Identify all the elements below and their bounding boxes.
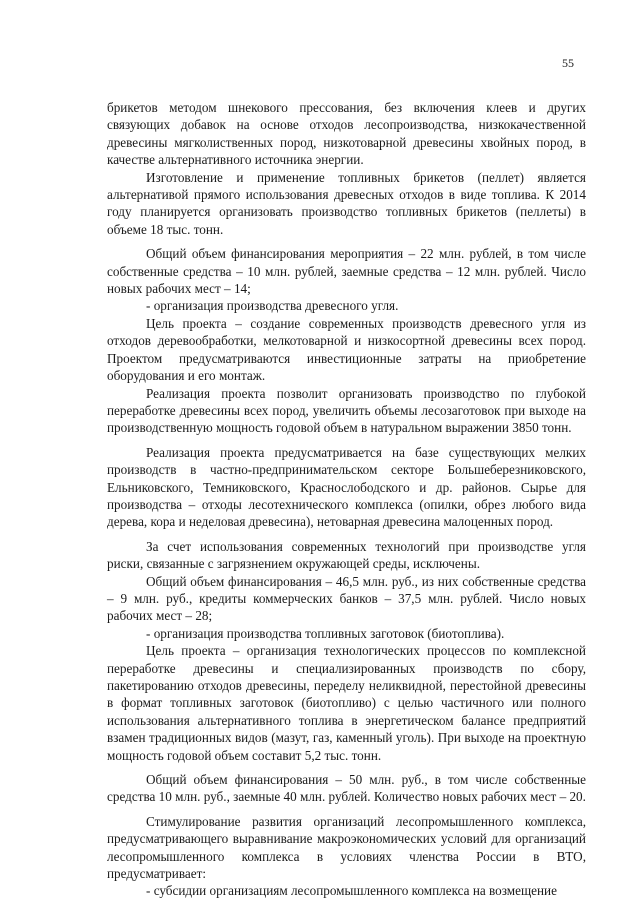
paragraph-stimulation: Стимулирование развития организаций лесопромышленного комплекса, предусматривающего выравнивание макроэкономических условий для организаций лесопромышленного комплекса в условиях членства России в ВТО, предусматривает:: [107, 813, 586, 882]
paragraph-charcoal-risks: За счет использования современных технологий при производстве угля риски, связанные с загрязнением окружающей среды, исключены.: [107, 538, 586, 572]
paragraph-charcoal-goal: Цель проекта – создание современных производств древесного угля из отходов деревообработки, мелкотоварной и низкосортной древесины всех пород. Проектом предусматриваются инвестиционные затраты на приобретение оборудования и его монтаж.: [107, 315, 586, 384]
paragraph-briquettes-end: брикетов методом шнекового прессования, без включения клеев и других связующих добавок на основе отходов лесопроизводства, низкокачественной древесины мягколиственных пород, низкотоварной древесины хвойных пород, в качестве альтернативного источника энергии.: [107, 100, 586, 168]
page-number: 55: [562, 56, 574, 70]
paragraph-pellets: Изготовление и применение топливных брикетов (пеллет) является альтернативой прямого использования древесных отходов в виде топлива. К 2014 году планируется организовать производство топливных брикетов (пеллеты) в объеме 18 тыс. тонн.: [107, 169, 586, 237]
list-item-subsidies: - субсидии организациям лесопромышленного комплекса на возмещение: [146, 883, 557, 899]
paragraph-charcoal-result: Реализация проекта позволит организовать производство по глубокой переработке древесины всех пород, увеличить объемы лесозаготовок при выходе на производственную мощность годовой объем в натуральном выражении 3850 тонн.: [107, 385, 586, 436]
paragraph-pellets-financing: Общий объем финансирования мероприятия – 22 млн. рублей, в том числе собственные средства – 10 млн. рублей, заемные средства – 12 млн. рублей. Число новых рабочих мест – 14;: [107, 246, 586, 297]
paragraph-biofuel-financing: Общий объем финансирования – 50 млн. руб., в том числе собственные средства 10 млн. руб., заемные 40 млн. рублей. Количество новых рабочих мест – 20.: [107, 772, 586, 805]
paragraph-charcoal-base: Реализация проекта предусматривается на базе существующих мелких производств в частно-предпринимательском секторе Большеберезниковского, Ельниковского, Темниковского, Краснослободского и др. районов. Сырье для производства – отходы лесотехнического комплекса (опилки, обрез любого вида дерева, кора и неделовая древесина), нетоварная древесина малоценных пород.: [107, 444, 586, 530]
paragraph-charcoal-financing: Общий объем финансирования – 46,5 млн. руб., из них собственные средства – 9 млн. руб., кредиты коммерческих банков – 37,5 млн. рублей. Число новых рабочих мест – 28;: [107, 573, 586, 624]
paragraph-biofuel-goal: Цель проекта – организация технологических процессов по комплексной переработке древесины и специализированных производств по сбору, пакетированию отходов древесины, переделу неликвидной, перестойной древесины в формат топливных заготовок (биотопливо) с целью частичного или полного использования альтернативного топлива в энергетическом балансе предприятий взамен традиционных видов (мазут, газ, каменный уголь). При выходе на проектную мощность годовой объем составит 5,2 тыс. тонн.: [107, 643, 586, 763]
list-item-biofuel: - организация производства топливных заготовок (биотоплива).: [146, 625, 505, 641]
list-item-charcoal: - организация производства древесного угля.: [146, 298, 399, 314]
body-text: [107, 99, 586, 900]
